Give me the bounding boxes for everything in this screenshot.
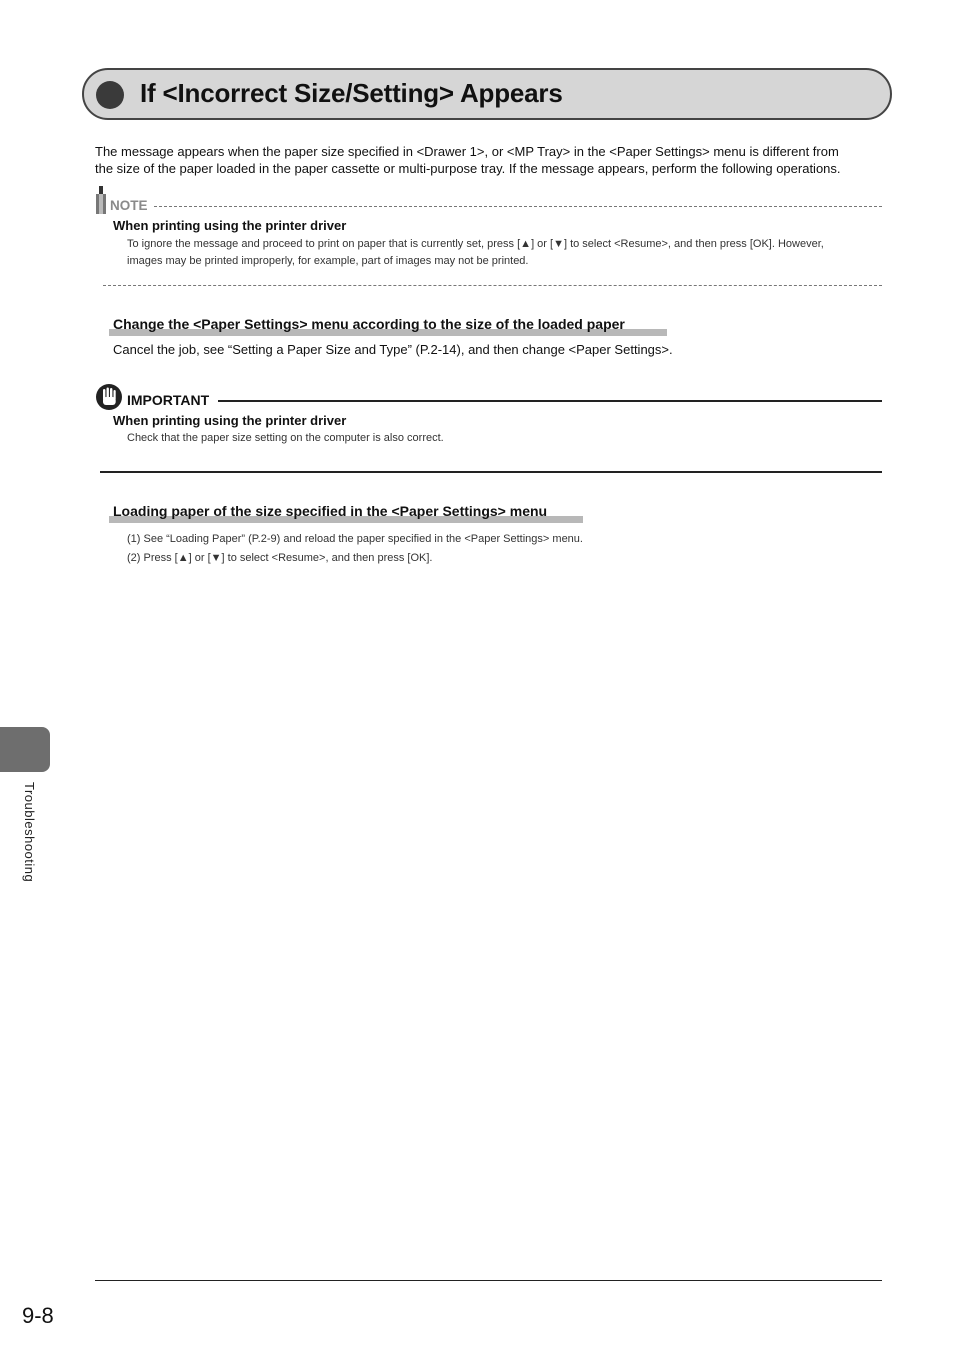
note-heading: When printing using the printer driver — [113, 218, 347, 233]
note-label: NOTE — [110, 198, 148, 213]
stop-hand-icon — [95, 383, 123, 411]
chapter-tab — [0, 727, 50, 772]
step-2 — [127, 549, 583, 568]
intro-line-2: the size of the paper loaded in the paper cassette or multi-purpose tray. If the message appears, perform the following operations. — [95, 161, 841, 176]
important-heading: When printing using the printer driver — [113, 413, 347, 428]
note-text-part-1: To ignore the message and proceed to print on paper that is currently set, press [ — [127, 238, 521, 250]
note-divider-bottom — [103, 285, 882, 286]
bullet-icon — [96, 81, 124, 109]
section-heading-loading-paper — [109, 503, 547, 521]
important-text — [127, 430, 872, 447]
section-heading-change-settings — [109, 316, 625, 334]
up-arrow-icon: ▲ — [520, 238, 532, 250]
important-divider-bottom — [100, 471, 882, 473]
note-text — [127, 236, 872, 270]
note-divider-top — [154, 206, 882, 207]
important-text-line: Check that the paper size setting on the computer is also correct. — [127, 432, 444, 444]
down-arrow-icon: ▼ — [210, 552, 222, 564]
step-list — [127, 530, 583, 568]
step-1: (1) See “Loading Paper” (P.2-9) and reload the paper specified in the <Paper Settings> menu. — [127, 533, 583, 545]
section-title-bar — [82, 68, 892, 120]
up-arrow-icon: ▲ — [177, 552, 189, 564]
down-arrow-icon: ▼ — [553, 238, 564, 250]
step-2-part-1: (2) Press [ — [127, 552, 178, 564]
intro-line-1: The message appears when the paper size specified in <Drawer 1>, or <MP Tray> in the <Paper Settings> menu is different from — [95, 144, 839, 159]
section-heading-text: Loading paper of the size specified in the <Paper Settings> menu — [113, 503, 548, 519]
step-2-part-2: ] or [ — [188, 552, 211, 564]
intro-paragraph — [95, 143, 885, 177]
note-text-line-2: images may be printed improperly, for example, part of images may not be printed. — [127, 255, 529, 267]
chapter-label: Troubleshooting — [22, 782, 37, 883]
step-2-part-3: ] to select <Resume>, and then press [OK]. — [221, 552, 433, 564]
footer-divider — [95, 1280, 882, 1281]
pencil-icon — [94, 186, 108, 216]
note-text-part-2: ] or [ — [531, 238, 554, 250]
section-body-text: Cancel the job, see “Setting a Paper Size and Type” (P.2-14), and then change <Paper Settings>. — [113, 342, 673, 357]
important-divider-top — [218, 400, 882, 402]
page-number: 9-8 — [22, 1303, 54, 1328]
section-heading-text: Change the <Paper Settings> menu according to the size of the loaded paper — [113, 316, 625, 332]
note-text-part-3: ] to select <Resume>, and then press [OK]. However, — [563, 238, 824, 250]
page-title: If <Incorrect Size/Setting> Appears — [140, 78, 563, 108]
important-label: IMPORTANT — [127, 392, 210, 408]
